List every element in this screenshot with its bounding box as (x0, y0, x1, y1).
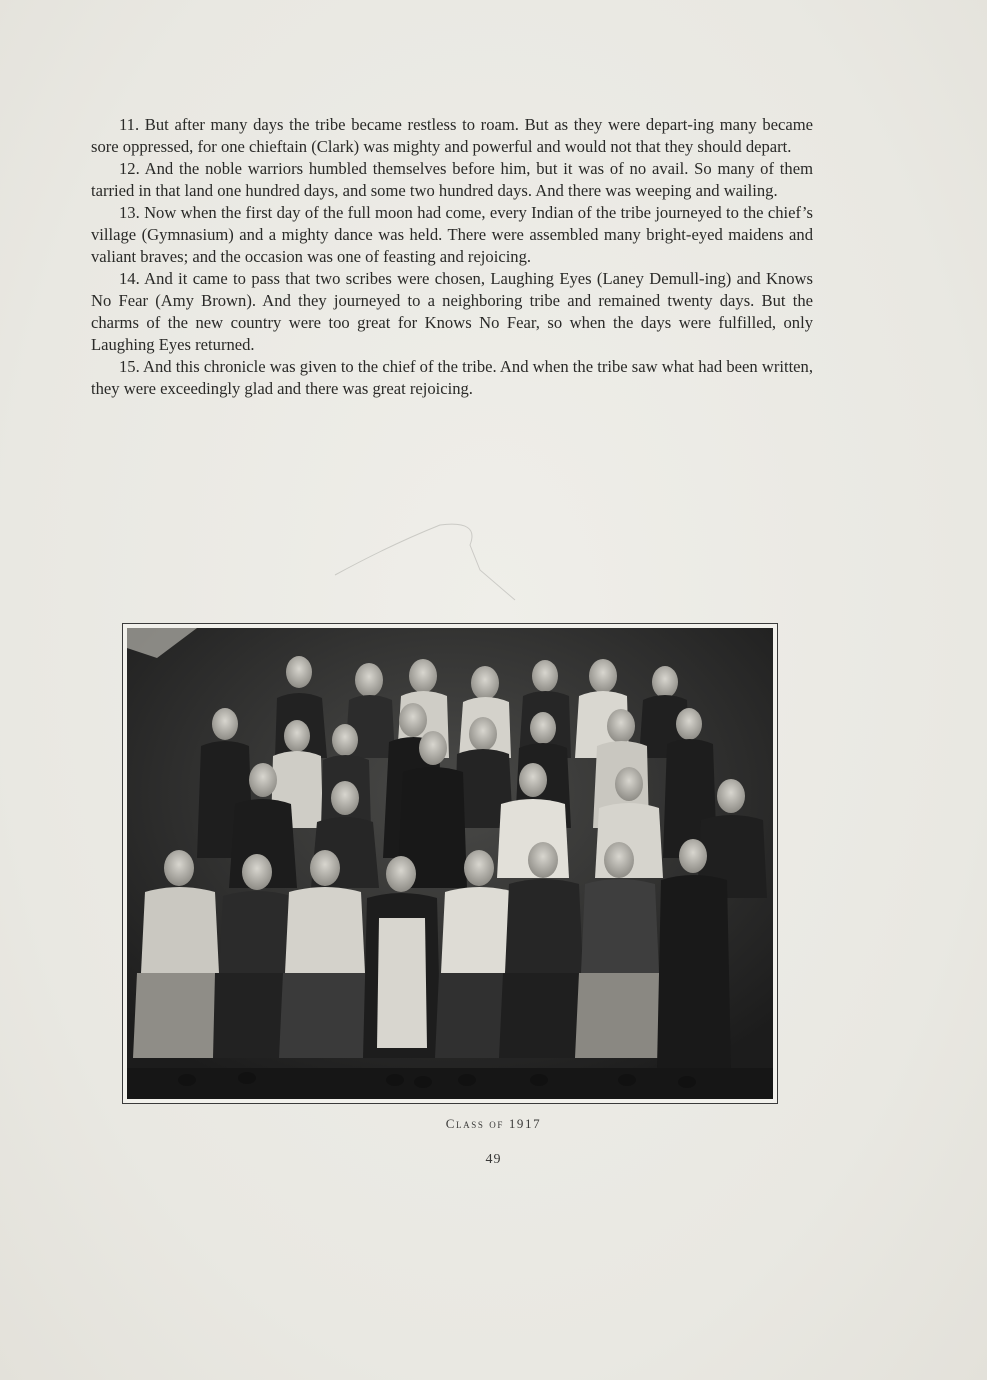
paragraph-11: 11. But after many days the tribe became restless to roam. But as they were depart-ing many became sore oppressed, for one chieftain (Clark) was mighty and powerful and would not that they should depart. (91, 115, 813, 156)
class-photo-image (127, 628, 773, 1099)
pencil-mark (330, 515, 530, 605)
class-photo (127, 628, 773, 1099)
page-number: 49 (485, 1152, 502, 1167)
body-text (91, 114, 813, 400)
paragraph-13: 13. Now when the first day of the full moon had come, every Indian of the tribe journeyed to the chief’s village (Gymnasium) and a mighty dance was held. There were assembled many bright-eyed maidens and valiant braves; and the occasion was one of feasting and rejoicing. (91, 203, 813, 266)
photo-caption: Class of 1917 (445, 1116, 542, 1131)
paragraph-14: 14. And it came to pass that two scribes were chosen, Laughing Eyes (Laney Demull-ing) and Knows No Fear (Amy Brown). And they journeyed to a neighboring tribe and remained twenty days. But the charms of the new country were too great for Knows No Fear, so when the days were fulfilled, only Laughing Eyes returned. (91, 269, 813, 354)
paragraph-15: 15. And this chronicle was given to the chief of the tribe. And when the tribe saw what had been written, they were exceedingly glad and there was great rejoicing. (91, 357, 813, 398)
paragraph-12: 12. And the noble warriors humbled themselves before him, but it was of no avail. So many of them tarried in that land one hundred days, and some two hundred days. And there was weeping and wailing. (91, 159, 813, 200)
class-photo-frame (122, 623, 778, 1104)
